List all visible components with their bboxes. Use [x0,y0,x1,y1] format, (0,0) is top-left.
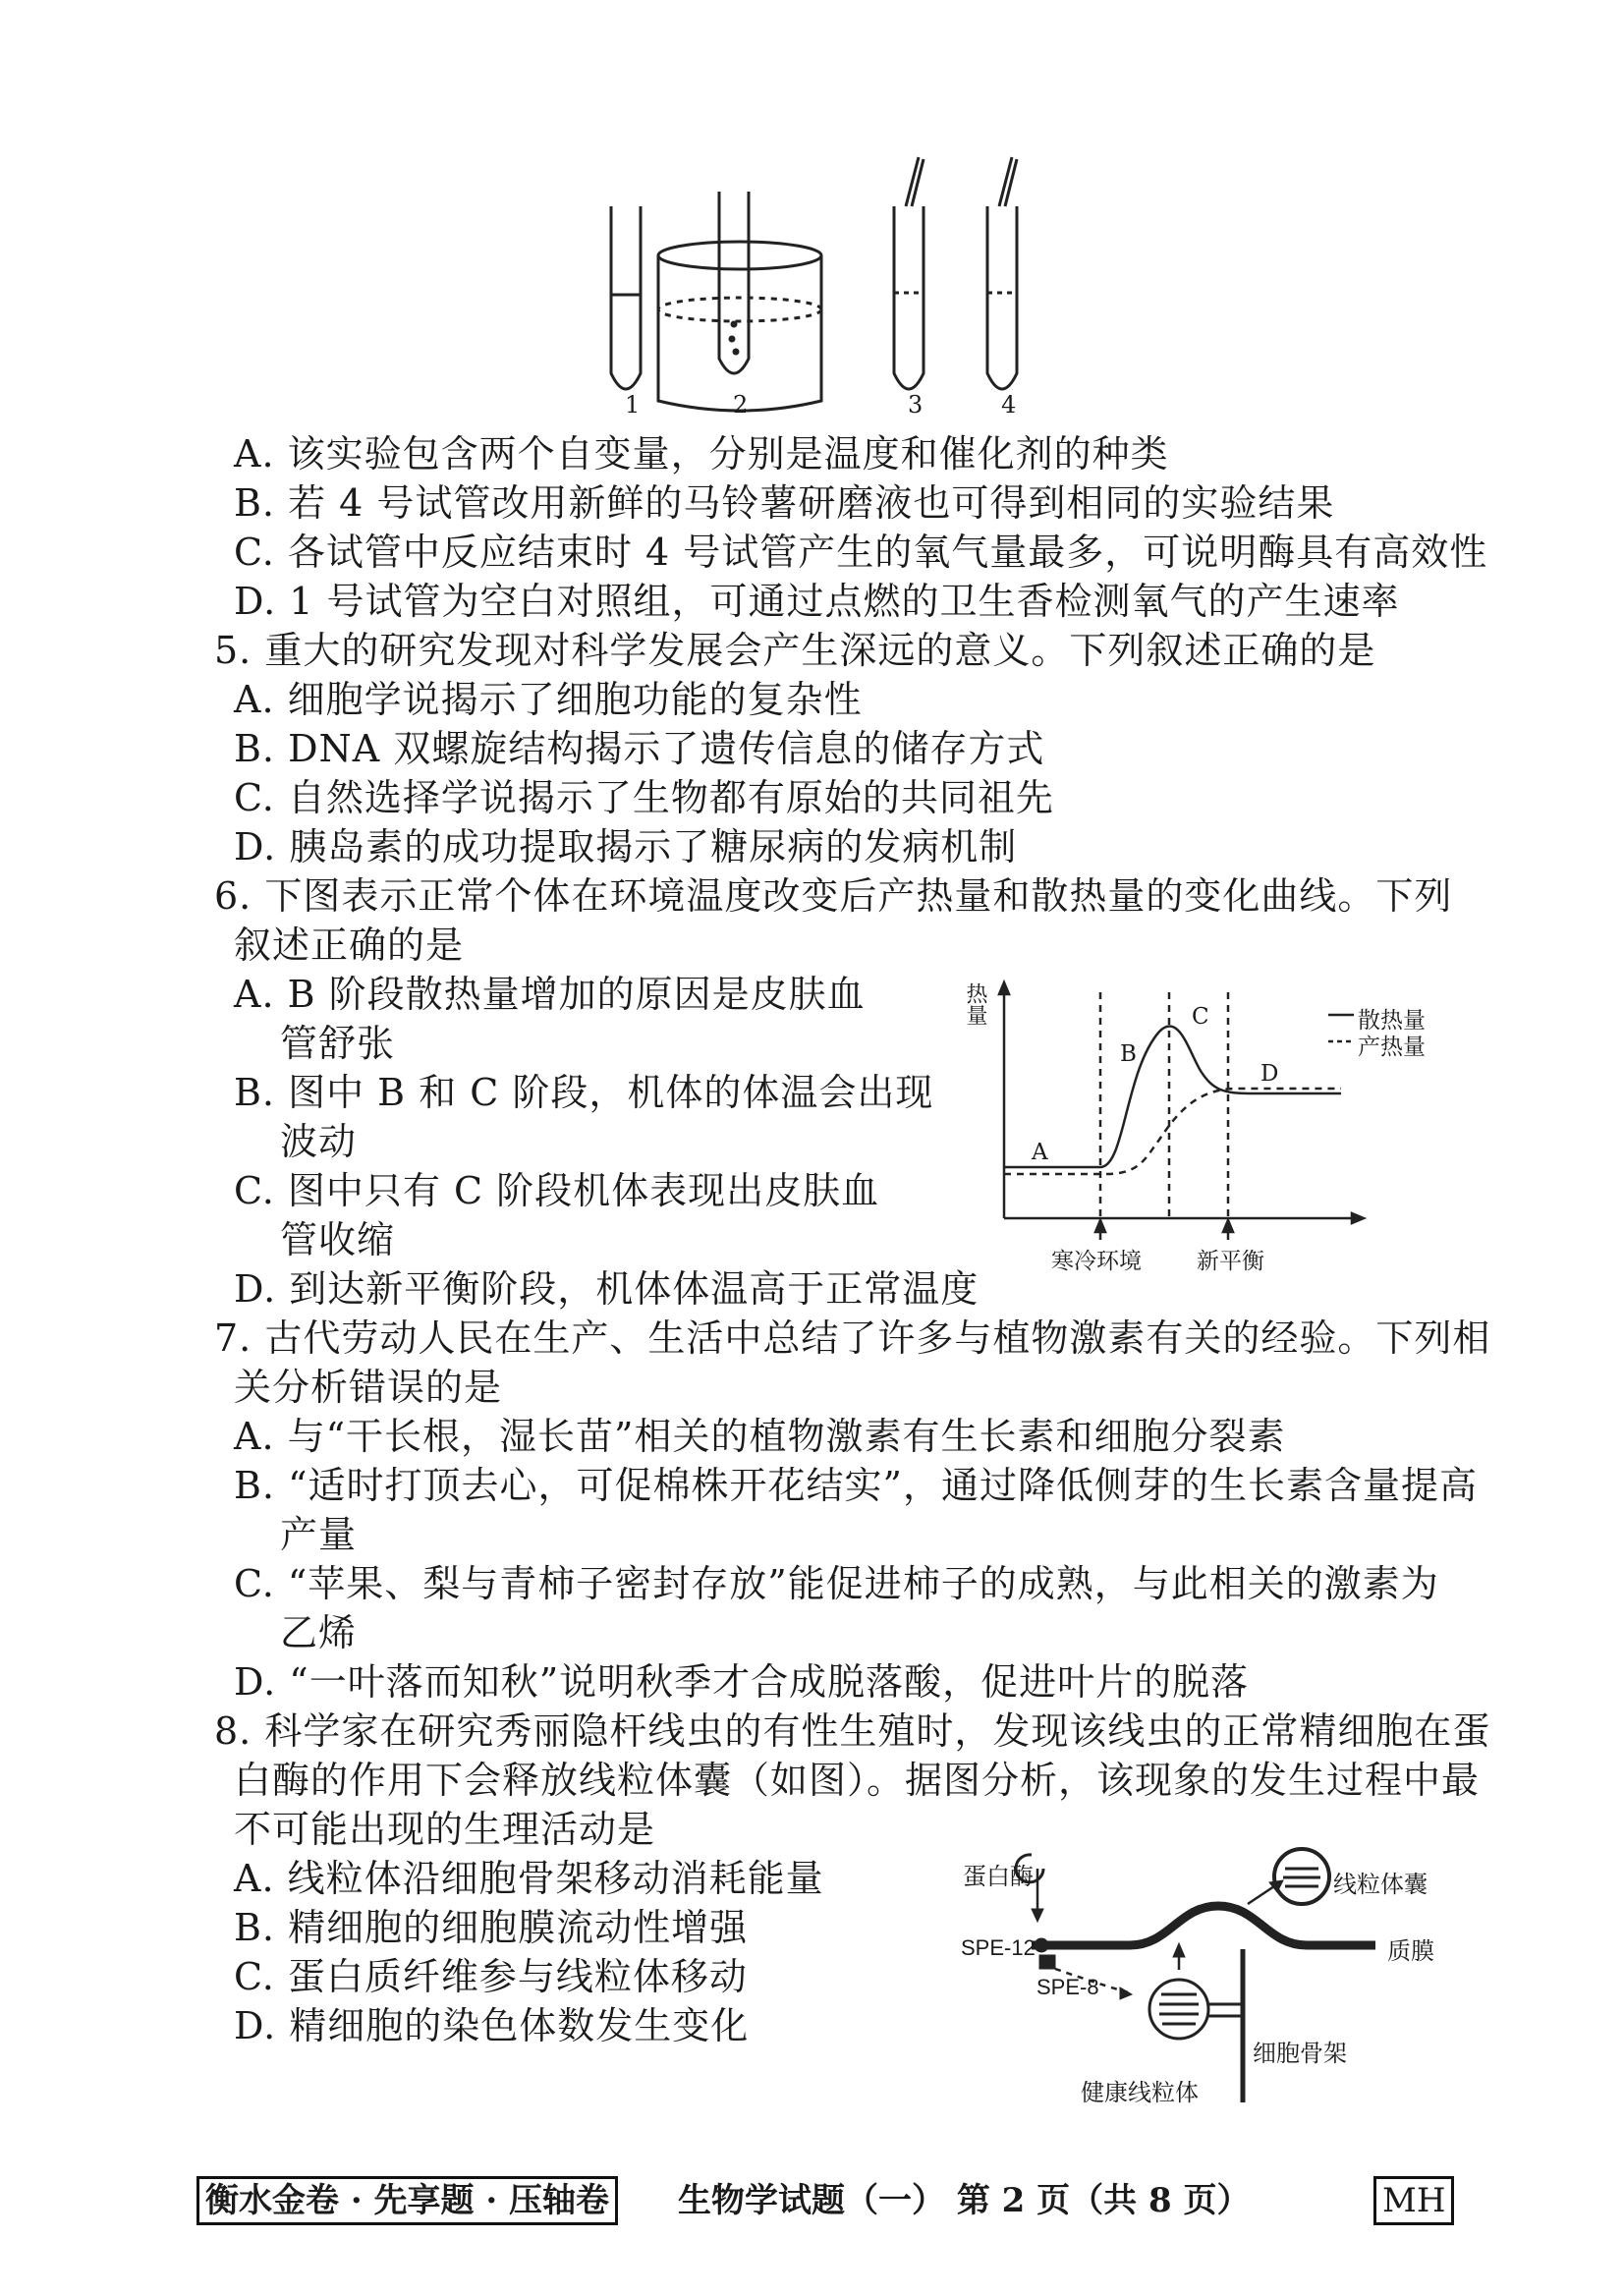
q5-option-a: A. 细胞学说揭示了细胞功能的复杂性 [234,678,863,721]
diagram-label-healthy-mito: 健康线粒体 [1081,2079,1199,2106]
q8-stem-line2: 白酶的作用下会释放线粒体囊（如图）。据图分析，该现象的发生过程中最 [234,1759,1481,1802]
q7-option-d: D. “一叶落而知秋”说明秋季才合成脱落酸，促进叶片的脱落 [234,1660,1250,1704]
heat-production-curve [1004,1089,1341,1174]
tube-label-1: 1 [625,391,641,419]
q6-stem-line1: 6. 下图表示正常个体在环境温度改变后产热量和散热量的变化曲线。下列 [214,874,1453,918]
q4-option-a: A. 该实验包含两个自变量，分别是温度和催化剂的种类 [234,432,1169,476]
test-tube-figure [589,147,1041,432]
chart-stage-b: B [1120,1041,1137,1067]
plasma-membrane [1032,1906,1375,1945]
q6-option-b-line2: 波动 [280,1120,358,1163]
tube-label-4: 4 [1001,391,1017,419]
q8-option-d: D. 精细胞的染色体数发生变化 [234,2004,750,2047]
q7-option-c-line1: C. “苹果、梨与青柿子密封存放”能促进柿子的成熟，与此相关的激素为 [234,1562,1439,1605]
diagram-label-membrane: 质膜 [1387,1937,1434,1965]
q8-option-a: A. 线粒体沿细胞骨架移动消耗能量 [234,1857,824,1900]
q7-stem-line2: 关分析错误的是 [234,1366,503,1409]
q7-stem-line1: 7. 古代劳动人民在生产、生活中总结了许多与植物激素有关的经验。下列相 [214,1316,1491,1360]
q7-option-b-line1: B. “适时打顶去心，可促棉株开花结实”，通过降低侧芽的生长素含量提高 [234,1464,1478,1507]
q8-stem-line1: 8. 科学家在研究秀丽隐杆线虫的有性生殖时，发现该线虫的正常精细胞在蛋 [214,1709,1491,1753]
diagram-label-protease: 蛋白酶 [963,1863,1034,1890]
footer-brand: 衡水金卷 · 先享题 · 压轴卷 [196,2176,618,2225]
chart-y-label: 热量 [963,982,987,1026]
chart-x-mark-cold: 寒冷环境 [1051,1249,1142,1274]
diagram-label-spe8: SPE-8 [1036,1975,1099,1999]
q6-option-b-line1: B. 图中 B 和 C 阶段，机体的体温会出现 [234,1071,934,1114]
diagram-label-cytoskeleton: 细胞骨架 [1253,2040,1347,2067]
chart-legend-solid: 散热量 [1358,1008,1426,1034]
q4-option-b: B. 若 4 号试管改用新鲜的马铃薯研磨液也可得到相同的实验结果 [234,481,1335,525]
chart-stage-a: A [1032,1140,1048,1165]
diagram-label-mito-sac: 线粒体囊 [1333,1871,1428,1898]
diagram-label-spe12: SPE-12 [961,1935,1036,1960]
q5-option-d: D. 胰岛素的成功提取揭示了糖尿病的发病机制 [234,825,1018,868]
q5-option-c: C. 自然选择学说揭示了生物都有原始的共同祖先 [234,776,1054,819]
q6-option-c-line1: C. 图中只有 C 阶段机体表现出皮肤血 [234,1169,880,1212]
chart-x-mark-new-balance: 新平衡 [1197,1249,1264,1274]
heat-loss-curve [1004,1027,1341,1167]
q8-option-c: C. 蛋白质纤维参与线粒体移动 [234,1955,748,1998]
q6-option-a-line2: 管舒张 [280,1022,396,1065]
tube-label-3: 3 [908,391,924,419]
tube-label-2: 2 [733,391,749,419]
q7-option-a: A. 与“干长根，湿长苗”相关的植物激素有生长素和细胞分裂素 [234,1415,1286,1458]
q4-option-d: D. 1 号试管为空白对照组，可通过点燃的卫生香检测氧气的产生速率 [234,580,1400,623]
q6-option-c-line2: 管收缩 [280,1218,396,1261]
chart-stage-c: C [1192,1004,1209,1030]
healthy-mitochondrion [1149,1980,1208,2039]
footer-code: MH [1373,2176,1454,2225]
footer-page-info: 生物学试题（一） 第 2 页（共 8 页） [678,2181,1251,2220]
q6-stem-line2: 叙述正确的是 [234,924,465,967]
q6-option-d: D. 到达新平衡阶段，机体体温高于正常温度 [234,1267,980,1311]
q8-option-b: B. 精细胞的细胞膜流动性增强 [234,1906,749,1949]
q7-option-b-line2: 产量 [280,1513,358,1556]
q4-option-c: C. 各试管中反应结束时 4 号试管产生的氧气量最多，可说明酶具有高效性 [234,531,1488,574]
q5-stem: 5. 重大的研究发现对科学发展会产生深远的意义。下列叙述正确的是 [214,629,1376,672]
chart-stage-d: D [1260,1061,1279,1087]
q8-stem-line3: 不可能出现的生理活动是 [234,1808,656,1851]
q7-option-c-line2: 乙烯 [280,1611,358,1654]
q6-option-a-line1: A. B 阶段散热量增加的原因是皮肤血 [234,973,866,1016]
chart-legend-dashed: 产热量 [1358,1035,1426,1060]
q5-option-b: B. DNA 双螺旋结构揭示了遗传信息的储存方式 [234,727,1045,770]
